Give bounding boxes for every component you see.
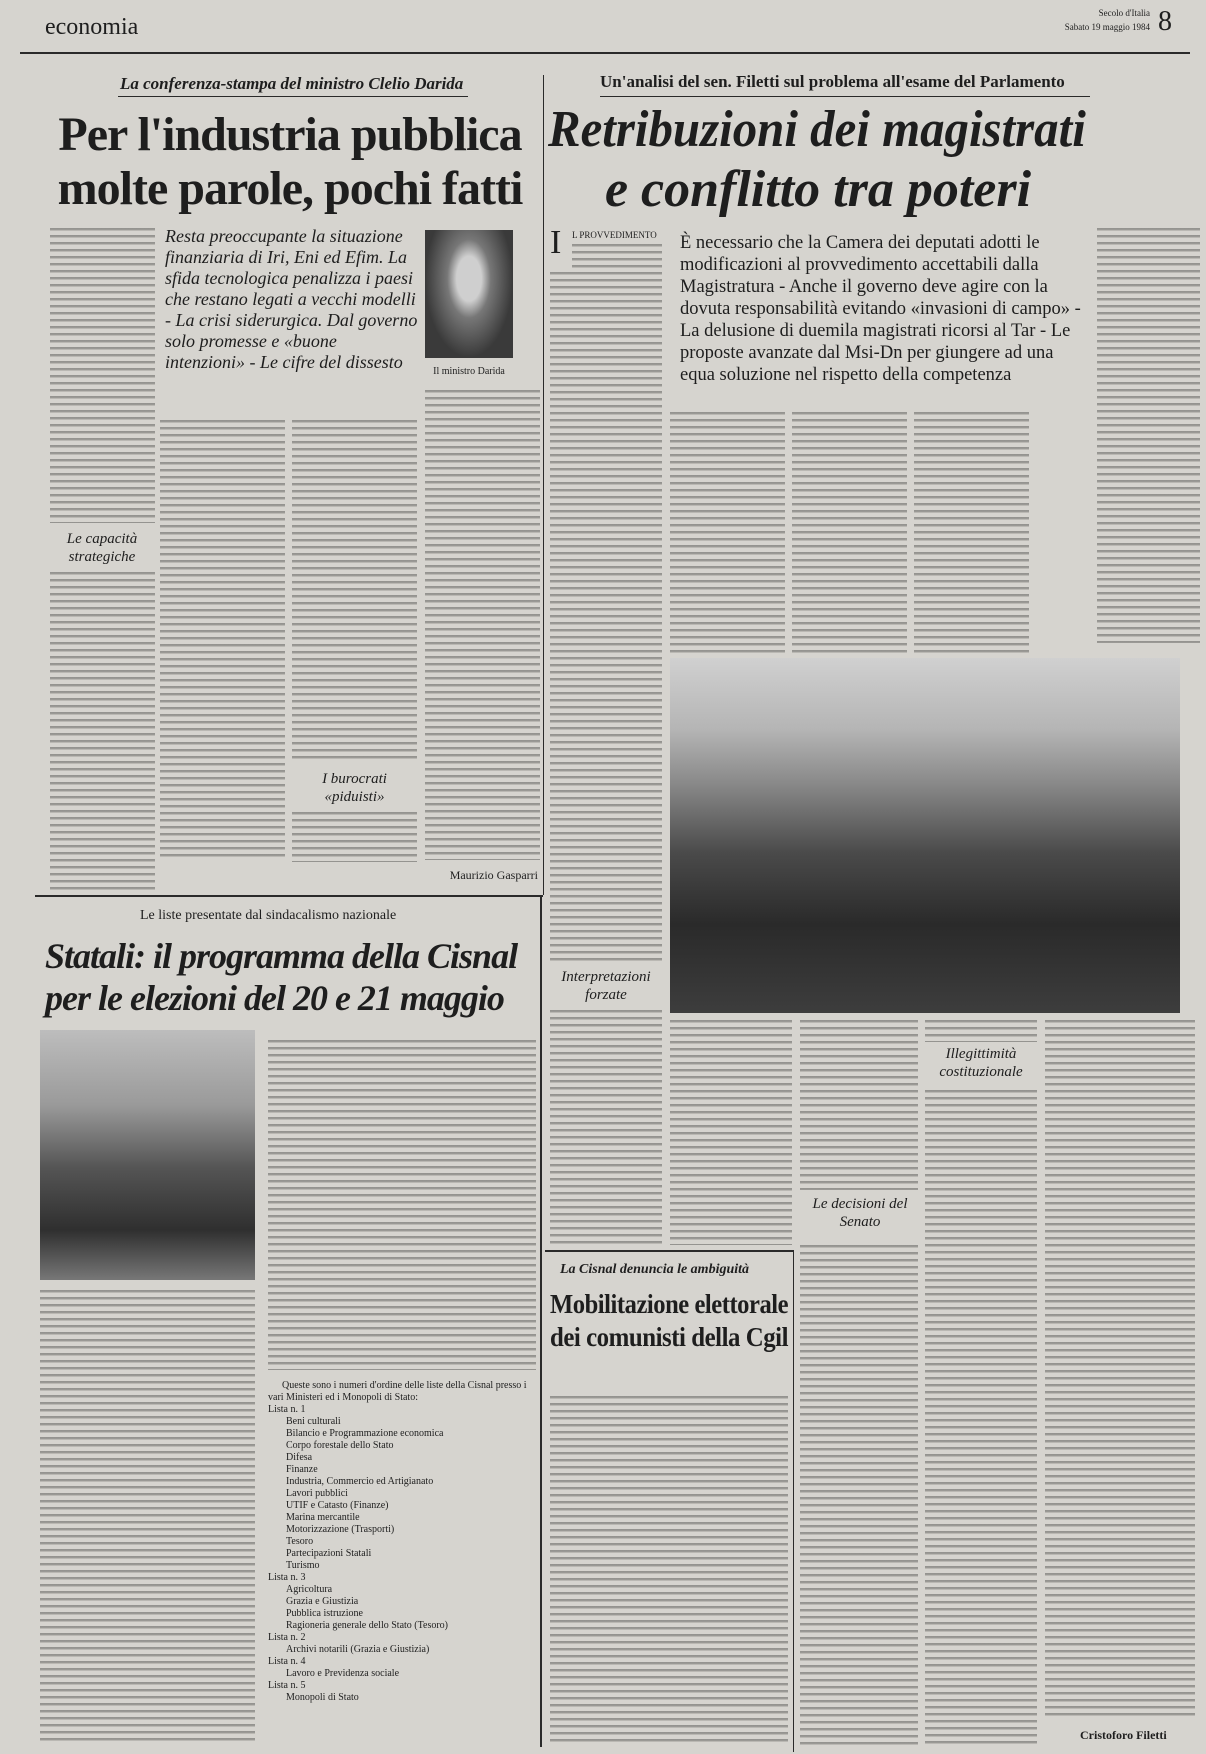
cisnal-lists [268,1380,536,1704]
headline-line-2: molte parole, pochi fatti [57,162,523,215]
magistrati-body-col1 [572,244,662,270]
list-items [268,1416,536,1572]
magistrati-body-col5 [670,1020,792,1245]
subhead-illegittimita: Illegittimità costituzionale [939,1046,1023,1080]
magistrati-body-col6 [800,1020,918,1190]
list-item: Difesa [286,1452,313,1463]
industria-byline: Maurizio Gasparri [449,868,538,882]
magistrati-deck: È necessario che la Camera dei deputati adotti le modificazioni al provvedimento accettabili dalla Magistratura - Anche il governo deve agire con la dovuta responsabilità evitando «invasioni di campo» - La delusione di duemila magistrati ricorsi al Tar - Le proposte avanzate dal Msi-Dn per giungere ad una equa soluzione nel rispetto della competenza [680,233,1081,385]
industria-body-col1b [50,572,155,892]
assembly-photo-cisnal [40,1030,255,1280]
kicker-underline [118,96,468,97]
industria-kicker: La conferenza-stampa del ministro Clelio Darida [120,74,464,93]
list-block [268,1572,536,1632]
column-divider [543,75,544,895]
list-block [268,1632,536,1656]
cisnal-body-right [268,1040,536,1370]
list-label: Lista n. 3 [268,1572,306,1583]
headline-line-2: dei comunisti della Cgil [550,1322,789,1352]
list-label: Lista n. 1 [268,1404,306,1415]
section-title: economia [45,14,139,40]
industria-body-col3b [292,812,417,862]
section-rule [35,895,543,897]
subhead-interpretazioni: Interpretazioni forzate [561,969,651,1003]
list-item: Pubblica istruzione [286,1608,363,1619]
list-label: Lista n. 5 [268,1680,306,1691]
kicker-underline [600,96,1090,97]
magistrati-byline: Cristoforo Filetti [1080,1728,1167,1742]
magistrati-body-col1b [550,272,662,962]
list-item: Motorizzazione (Trasporti) [286,1524,395,1535]
box-border [540,897,542,1747]
magistrati-body-col2 [670,412,785,655]
list-item: Grazia e Giustizia [286,1596,359,1607]
list-item: Corpo forestale dello Stato [286,1440,394,1451]
lists-intro: Queste sono i numeri d'ordine delle liste della Cisnal presso i vari Ministeri ed i Monopoli di Stato: [268,1380,527,1403]
lead-caps: L PROVVEDIMENTO [572,230,657,240]
masthead-rule [20,52,1190,54]
industria-headline [40,108,540,216]
subhead-capacita: Le capacità strategiche [66,531,138,565]
list-item: Monopoli di Stato [286,1692,359,1703]
magistrati-kicker: Un'analisi del sen. Filetti sul problema all'esame del Parlamento [600,72,1065,91]
cisnal-kicker: Le liste presentate dal sindacalismo nazionale [140,908,397,923]
cisnal-body-left [40,1290,255,1745]
magistrati-body-col6b [800,1245,918,1745]
headline-line-1: Per l'industria pubblica [58,108,522,161]
list-block [268,1656,536,1680]
list-item: Partecipazioni Statali [286,1548,372,1559]
list-item: Archivi notarili (Grazia e Giustizia) [286,1644,430,1655]
list-label: Lista n. 2 [268,1632,306,1643]
cisnal-headline [45,935,535,1019]
list-item: Turismo [286,1560,320,1571]
headline-line-1: Retribuzioni dei magistrati [548,101,1086,158]
magistrati-headline [548,100,1088,220]
magistrati-body-col8 [1045,1020,1195,1720]
magistrati-right-col-top [1097,228,1200,643]
headline-line-2: per le elezioni del 20 e 21 maggio [45,978,504,1018]
assembly-photo-magistrati [670,658,1180,1013]
dropcap: I [550,224,562,261]
industria-body-col4 [425,390,540,860]
industria-body-col2 [160,420,285,860]
magistrati-body-col4 [914,412,1029,655]
list-item: Industria, Commercio ed Artigianato [286,1476,434,1487]
issue-date: Sabato 19 maggio 1984 [1064,22,1150,32]
industria-body-col1 [50,228,155,523]
paper-name: Secolo d'Italia [1098,8,1150,18]
industria-body-col3 [292,420,417,762]
cgil-headline [550,1288,790,1354]
subhead-decisioni: Le decisioni del Senato [812,1196,908,1230]
list-item: Lavoro e Previdenza sociale [286,1668,400,1679]
page-number: 8 [1158,6,1172,37]
list-item: Agricoltura [286,1584,333,1595]
magistrati-body-col1c [550,1010,662,1245]
magistrati-body-col7 [925,1090,1037,1745]
cgil-kicker: La Cisnal denuncia le ambiguità [560,1262,750,1277]
list-item: Bilancio e Programmazione economica [286,1428,444,1439]
list-label: Lista n. 4 [268,1656,306,1667]
list-item: Finanze [286,1464,318,1475]
headline-line-2: e conflitto tra poteri [604,161,1032,218]
magistrati-body-col3 [792,412,907,655]
industria-deck: Resta preoccupante la situazione finanziaria di Iri, Eni ed Efim. La sfida tecnologica penalizza i paesi che restano legati a vecchi modelli - La crisi siderurgica. Dal governo solo promesse e «buone intenzioni» - Le cifre del dissesto [165,226,418,372]
subhead-burocrati: I burocrati «piduisti» [322,771,387,805]
list-item: Marina mercantile [286,1512,360,1523]
headline-line-1: Mobilitazione elettorale [550,1289,789,1319]
headline-line-1: Statali: il programma della Cisnal [45,936,518,976]
list-item: UTIF e Catasto (Finanze) [286,1500,389,1511]
photo-caption: Il ministro Darida [433,366,505,377]
list-block [268,1404,536,1572]
list-item: Lavori pubblici [286,1488,348,1499]
list-items [268,1584,536,1632]
list-item: Ragioneria generale dello Stato (Tesoro) [286,1620,449,1631]
minister-photo [425,230,513,358]
cgil-body [550,1396,788,1746]
list-item: Tesoro [286,1536,314,1547]
magistrati-body-col7a [925,1020,1037,1042]
list-item: Beni culturali [286,1416,341,1427]
list-block [268,1680,536,1704]
